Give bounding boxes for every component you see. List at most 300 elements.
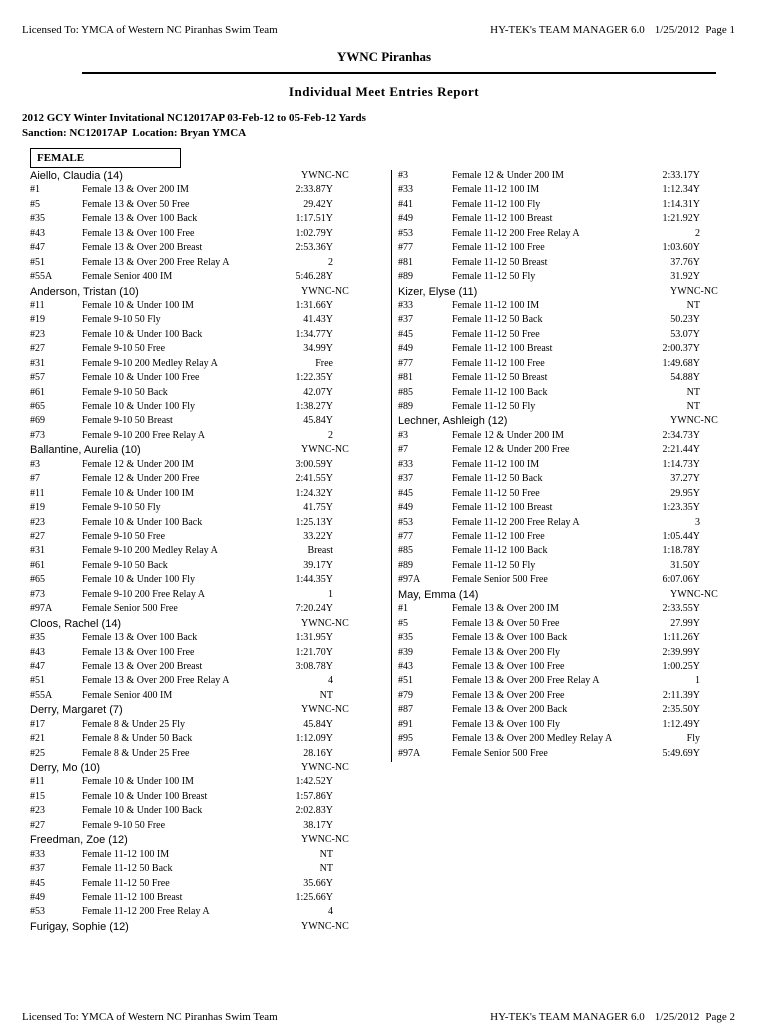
- event-number: #5: [30, 198, 40, 210]
- event-name: Female 9-10 200 Medley Relay A: [82, 545, 218, 557]
- entry-row: [398, 487, 722, 501]
- entry-row: [30, 674, 390, 688]
- event-number: #53: [398, 516, 413, 528]
- entry-row: [398, 631, 722, 645]
- event-name: Female 11-12 100 Breast: [452, 343, 553, 355]
- seed-time: 1:12.34Y: [662, 184, 700, 196]
- entry-row: [30, 631, 390, 645]
- seed-time: 6:07.06Y: [662, 574, 700, 586]
- swimmer-team: YWNC-NC: [670, 285, 718, 297]
- sanction-info: Sanction: NC12017AP Location: Bryan YMCA: [22, 127, 247, 139]
- event-number: #37: [398, 473, 413, 485]
- event-name: Female 13 & Over 200 Free Relay A: [82, 256, 230, 268]
- event-name: Female 9-10 50 Fly: [82, 502, 161, 514]
- event-name: Female 10 & Under 100 IM: [82, 776, 194, 788]
- entry-row: [30, 819, 390, 833]
- swimmer-team: YWNC-NC: [670, 415, 718, 427]
- swimmer-name: Aiello, Claudia (14): [30, 170, 123, 182]
- entry-row: [30, 357, 390, 371]
- seed-time: 2:02.83Y: [295, 805, 333, 817]
- seed-time: NT: [319, 863, 333, 875]
- event-number: #41: [398, 198, 413, 210]
- entry-row: [30, 270, 390, 284]
- entry-row: [30, 718, 390, 732]
- event-number: #1: [398, 603, 408, 615]
- entry-row: [398, 501, 722, 515]
- event-name: Female 13 & Over 200 Free Relay A: [82, 675, 230, 687]
- swimmer-row: [398, 285, 722, 299]
- event-name: Female 11-12 100 Free: [452, 357, 545, 369]
- swimmer-team: YWNC-NC: [301, 617, 349, 629]
- event-name: Female 13 & Over 200 Free: [452, 689, 565, 701]
- event-number: #69: [30, 415, 45, 427]
- seed-time: 2:33.55Y: [662, 603, 700, 615]
- event-name: Female 10 & Under 100 Fly: [82, 401, 196, 413]
- software-name: HY-TEK's TEAM MANAGER 6.0: [490, 1011, 645, 1023]
- seed-time: 54.88Y: [670, 372, 700, 384]
- entry-row: [30, 400, 390, 414]
- event-name: Female 12 & Under 200 IM: [452, 170, 564, 181]
- event-number: #89: [398, 401, 413, 413]
- entry-row: [398, 617, 722, 631]
- seed-time: 2:35.50Y: [662, 704, 700, 716]
- entry-row: [30, 862, 390, 876]
- report-date: 1/25/2012: [654, 1011, 700, 1023]
- license-text: Licensed To: YMCA of Western NC Piranhas Swim Team: [22, 1011, 278, 1023]
- seed-time: 2:33.17Y: [662, 170, 700, 181]
- event-name: Female 11-12 100 Fly: [452, 198, 541, 210]
- seed-time: 37.76Y: [670, 256, 700, 268]
- event-name: Female 11-12 100 IM: [452, 184, 540, 196]
- seed-time: 2:21.44Y: [662, 444, 700, 456]
- event-number: #65: [30, 401, 45, 413]
- event-number: #35: [30, 632, 45, 644]
- swimmer-row: [398, 588, 722, 602]
- entry-row: [398, 573, 722, 587]
- entry-row: [30, 689, 390, 703]
- event-number: #1: [30, 184, 40, 196]
- entry-row: [398, 270, 722, 284]
- swimmer-row: [30, 761, 390, 775]
- swimmer-name: Derry, Margaret (7): [30, 704, 123, 717]
- event-number: #81: [398, 256, 413, 268]
- seed-time: 2: [695, 227, 700, 239]
- event-number: #85: [398, 545, 413, 557]
- event-number: #31: [30, 545, 45, 557]
- event-name: Female 11-12 100 Back: [452, 545, 548, 557]
- seed-time: 28.16Y: [303, 747, 333, 759]
- entries-column-right: [398, 169, 722, 762]
- event-number: #73: [30, 429, 45, 441]
- event-number: #55A: [30, 689, 53, 701]
- seed-time: NT: [319, 848, 333, 860]
- event-number: #55A: [30, 271, 53, 283]
- event-number: #49: [398, 343, 413, 355]
- seed-time: 1:31.95Y: [295, 632, 333, 644]
- event-name: Female 13 & Over 100 Free: [452, 660, 565, 672]
- entry-row: [30, 877, 390, 891]
- event-name: Female 10 & Under 100 IM: [82, 299, 194, 311]
- swimmer-name: Derry, Mo (10): [30, 762, 101, 775]
- event-number: #37: [398, 314, 413, 326]
- event-name: Female 13 & Over 100 Fly: [452, 718, 561, 730]
- seed-time: 1:14.31Y: [662, 198, 700, 210]
- entry-row: [30, 328, 390, 342]
- seed-time: 1:00.25Y: [662, 660, 700, 672]
- entry-row: [398, 472, 722, 486]
- entry-row: [30, 342, 390, 356]
- seed-time: 42.07Y: [303, 386, 333, 398]
- entry-row: [30, 891, 390, 905]
- entry-row: [398, 357, 722, 371]
- event-name: Female 12 & Under 200 Free: [452, 444, 570, 456]
- entry-row: [30, 414, 390, 428]
- seed-time: 53.07Y: [670, 328, 700, 340]
- event-number: #33: [398, 458, 413, 470]
- event-number: #49: [398, 213, 413, 225]
- entry-row: [398, 241, 722, 255]
- entry-row: [398, 212, 722, 226]
- entry-row: [30, 299, 390, 313]
- event-name: Female 11-12 50 Free: [452, 328, 540, 340]
- event-name: Female 13 & Over 200 Breast: [82, 242, 203, 254]
- seed-time: 1:22.35Y: [295, 372, 333, 384]
- event-name: Female 9-10 50 Fly: [82, 314, 161, 326]
- entry-row: [30, 313, 390, 327]
- entry-row: [398, 516, 722, 530]
- event-name: Female 9-10 50 Back: [82, 559, 168, 571]
- event-name: Female 13 & Over 200 Back: [452, 704, 568, 716]
- entry-row: [398, 342, 722, 356]
- event-number: #97A: [398, 574, 421, 586]
- event-number: #39: [398, 646, 413, 658]
- event-name: Female 10 & Under 100 Breast: [82, 790, 208, 802]
- seed-time: 1:57.86Y: [295, 790, 333, 802]
- event-name: Female 12 & Under 200 IM: [452, 429, 564, 441]
- event-number: #53: [30, 906, 45, 918]
- seed-time: 1:12.09Y: [295, 733, 333, 745]
- entry-row: [398, 443, 722, 457]
- seed-time: 29.42Y: [303, 198, 333, 210]
- swimmer-team: YWNC-NC: [301, 170, 349, 181]
- event-name: Female 11-12 200 Free Relay A: [452, 227, 580, 239]
- seed-time: 45.84Y: [303, 415, 333, 427]
- event-number: #49: [398, 502, 413, 514]
- entry-row: [30, 371, 390, 385]
- event-number: #45: [30, 877, 45, 889]
- event-number: #35: [398, 632, 413, 644]
- event-number: #3: [398, 170, 408, 181]
- page-header: [22, 23, 735, 37]
- gender-section-box: [30, 148, 181, 168]
- seed-time: 34.99Y: [303, 343, 333, 355]
- seed-time: 1:38.27Y: [295, 401, 333, 413]
- seed-time: 3:00.59Y: [295, 458, 333, 470]
- entry-row: [398, 169, 722, 183]
- seed-time: 1:44.35Y: [295, 574, 333, 586]
- entry-row: [398, 429, 722, 443]
- entry-row: [30, 458, 390, 472]
- seed-time: 1:34.77Y: [295, 328, 333, 340]
- event-name: Female 13 & Over 200 IM: [452, 603, 559, 615]
- event-name: Female 11-12 50 Fly: [452, 401, 536, 413]
- swimmer-row: [30, 617, 390, 631]
- entry-row: [30, 256, 390, 270]
- entry-row: [30, 472, 390, 486]
- event-name: Female 11-12 100 Free: [452, 242, 545, 254]
- event-number: #33: [398, 299, 413, 311]
- seed-time: 1:14.73Y: [662, 458, 700, 470]
- event-number: #19: [30, 314, 45, 326]
- event-number: #27: [30, 819, 45, 831]
- event-number: #97A: [398, 747, 421, 759]
- entry-row: [30, 747, 390, 761]
- software-name: HY-TEK's TEAM MANAGER 6.0: [490, 24, 645, 36]
- event-name: Female 9-10 50 Free: [82, 819, 166, 831]
- seed-time: 45.84Y: [303, 718, 333, 730]
- entry-row: [30, 559, 390, 573]
- event-name: Female 13 & Over 200 Fly: [452, 646, 561, 658]
- event-number: #81: [398, 372, 413, 384]
- entry-row: [398, 371, 722, 385]
- event-number: #43: [30, 227, 45, 239]
- event-number: #79: [398, 689, 413, 701]
- software-info: [490, 23, 735, 37]
- event-name: Female 13 & Over 100 Back: [452, 632, 568, 644]
- entry-row: [30, 804, 390, 818]
- event-number: #15: [30, 790, 45, 802]
- entry-row: [398, 530, 722, 544]
- event-name: Female 13 & Over 200 IM: [82, 184, 189, 196]
- swimmer-name: Furigay, Sophie (12): [30, 920, 129, 933]
- event-number: #53: [398, 227, 413, 239]
- swimmer-team: YWNC-NC: [301, 704, 349, 716]
- seed-time: 2:34.73Y: [662, 429, 700, 441]
- event-name: Female 11-12 100 Breast: [82, 892, 183, 903]
- event-name: Female 10 & Under 100 Free: [82, 372, 200, 384]
- event-name: Female 11-12 200 Free Relay A: [452, 516, 580, 528]
- seed-time: 1:23.35Y: [662, 502, 700, 514]
- swimmer-name: Kizer, Elyse (11): [398, 285, 478, 298]
- event-name: Female 11-12 100 IM: [452, 458, 540, 470]
- event-name: Female 11-12 50 Back: [82, 863, 173, 875]
- title-divider: [82, 72, 716, 74]
- seed-time: 1:31.66Y: [295, 299, 333, 311]
- event-number: #27: [30, 531, 45, 542]
- seed-time: 1:42.52Y: [295, 776, 333, 788]
- seed-time: 50.23Y: [670, 314, 700, 326]
- event-name: Female 9-10 50 Free: [82, 343, 166, 355]
- entry-row: [30, 660, 390, 674]
- seed-time: 29.95Y: [670, 487, 700, 499]
- seed-time: 37.27Y: [670, 473, 700, 485]
- entry-row: [30, 227, 390, 241]
- event-number: #51: [30, 256, 45, 268]
- entry-row: [398, 718, 722, 732]
- seed-time: 1:17.51Y: [295, 213, 333, 225]
- event-name: Female 13 & Over 100 Free: [82, 227, 195, 239]
- seed-time: 1:11.26Y: [662, 632, 700, 644]
- event-name: Female 10 & Under 100 IM: [82, 487, 194, 499]
- software-info: [490, 1010, 735, 1024]
- seed-time: Fly: [686, 733, 700, 745]
- swimmer-team: YWNC-NC: [301, 762, 349, 774]
- entry-row: [398, 646, 722, 660]
- event-number: #3: [398, 429, 408, 441]
- event-name: Female 12 & Under 200 IM: [82, 458, 194, 470]
- entry-row: [398, 674, 722, 688]
- event-name: Female 11-12 100 Free: [452, 531, 545, 542]
- entry-row: [30, 848, 390, 862]
- seed-time: 2: [328, 256, 333, 268]
- event-number: #57: [30, 372, 45, 384]
- entry-row: [398, 227, 722, 241]
- seed-time: 1:25.13Y: [295, 516, 333, 528]
- event-name: Female 11-12 50 Back: [452, 473, 543, 485]
- seed-time: 1:21.92Y: [662, 213, 700, 225]
- swimmer-row: [30, 285, 390, 299]
- meet-info: 2012 GCY Winter Invitational NC12017AP 03-Feb-12 to 05-Feb-12 Yards: [22, 112, 366, 124]
- swimmer-row: [30, 833, 390, 847]
- entry-row: [30, 198, 390, 212]
- seed-time: 41.75Y: [303, 502, 333, 514]
- report-date: 1/25/2012: [654, 24, 700, 36]
- seed-time: 5:46.28Y: [295, 271, 333, 283]
- event-name: Female Senior 500 Free: [82, 603, 178, 615]
- entry-row: [398, 559, 722, 573]
- event-number: #11: [30, 299, 45, 311]
- event-name: Female 8 & Under 25 Fly: [82, 718, 186, 730]
- swimmer-row: [30, 920, 390, 934]
- entry-row: [30, 183, 390, 197]
- event-number: #7: [30, 473, 40, 485]
- seed-time: 2: [328, 429, 333, 441]
- event-number: #47: [30, 660, 45, 672]
- swimmer-row: [30, 169, 390, 183]
- seed-time: 1: [695, 675, 700, 687]
- seed-time: 2:39.99Y: [662, 646, 700, 658]
- event-name: Female 11-12 50 Fly: [452, 271, 536, 283]
- seed-time: 3: [695, 516, 700, 528]
- event-name: Female Senior 500 Free: [452, 574, 548, 586]
- event-number: #73: [30, 588, 45, 600]
- event-number: #51: [30, 675, 45, 687]
- event-name: Female 9-10 200 Free Relay A: [82, 429, 206, 441]
- entry-row: [398, 328, 722, 342]
- event-name: Female 11-12 50 Fly: [452, 559, 536, 571]
- swimmer-row: [30, 703, 390, 717]
- seed-time: 1:18.78Y: [662, 545, 700, 557]
- event-name: Female 12 & Under 200 Free: [82, 473, 200, 485]
- entry-row: [30, 573, 390, 587]
- event-number: #31: [30, 357, 45, 369]
- entry-row: [398, 458, 722, 472]
- swimmer-name: Lechner, Ashleigh (12): [398, 415, 508, 428]
- event-name: Female Senior 500 Free: [452, 747, 548, 759]
- seed-time: NT: [686, 386, 700, 398]
- seed-time: 38.17Y: [303, 819, 333, 831]
- event-number: #23: [30, 805, 45, 817]
- seed-time: 31.50Y: [670, 559, 700, 571]
- event-number: #23: [30, 328, 45, 340]
- event-number: #7: [398, 444, 408, 456]
- seed-time: 4: [328, 906, 333, 918]
- entry-row: [30, 905, 390, 919]
- team-title: YWNC Piranhas: [336, 49, 432, 64]
- entry-row: [30, 602, 390, 616]
- entry-row: [398, 256, 722, 270]
- entry-row: [30, 530, 390, 544]
- event-number: #19: [30, 502, 45, 514]
- event-name: Female 10 & Under 100 Back: [82, 516, 203, 528]
- event-name: Female 11-12 50 Breast: [452, 372, 548, 384]
- event-number: #43: [30, 646, 45, 658]
- event-name: Female 11-12 50 Back: [452, 314, 543, 326]
- event-number: #85: [398, 386, 413, 398]
- entry-row: [30, 646, 390, 660]
- seed-time: 2:11.39Y: [662, 689, 700, 701]
- event-name: Female 9-10 50 Free: [82, 531, 166, 542]
- event-name: Female 8 & Under 50 Back: [82, 733, 193, 745]
- event-name: Female 11-12 100 Breast: [452, 213, 553, 225]
- entry-row: [30, 732, 390, 746]
- entry-row: [30, 516, 390, 530]
- event-number: #49: [30, 892, 45, 903]
- entry-row: [30, 487, 390, 501]
- event-name: Female 13 & Over 50 Free: [452, 617, 560, 629]
- event-number: #43: [398, 660, 413, 672]
- seed-time: 2:53.36Y: [295, 242, 333, 254]
- entry-row: [398, 198, 722, 212]
- seed-time: 1:24.32Y: [295, 487, 333, 499]
- event-name: Female 13 & Over 100 Back: [82, 213, 198, 225]
- seed-time: 41.43Y: [303, 314, 333, 326]
- column-divider: [391, 170, 392, 762]
- seed-time: NT: [686, 401, 700, 413]
- seed-time: Free: [315, 357, 333, 369]
- event-number: #27: [30, 343, 45, 355]
- seed-time: NT: [686, 299, 700, 311]
- seed-time: 33.22Y: [303, 531, 333, 542]
- event-name: Female 11-12 50 Breast: [452, 256, 548, 268]
- event-name: Female 8 & Under 25 Free: [82, 747, 190, 759]
- seed-time: NT: [319, 689, 333, 701]
- seed-time: 1:02.79Y: [295, 227, 333, 239]
- event-name: Female 11-12 100 IM: [82, 848, 170, 860]
- entry-row: [30, 775, 390, 789]
- event-name: Female 13 & Over 200 Breast: [82, 660, 203, 672]
- entry-row: [30, 588, 390, 602]
- event-name: Female 11-12 100 Back: [452, 386, 548, 398]
- swimmer-name: Anderson, Tristan (10): [30, 285, 139, 298]
- entry-row: [30, 241, 390, 255]
- event-number: #51: [398, 675, 413, 687]
- event-number: #17: [30, 718, 45, 730]
- swimmer-name: Freedman, Zoe (12): [30, 834, 128, 847]
- swimmer-name: Ballantine, Aurelia (10): [30, 444, 141, 457]
- event-name: Female 13 & Over 100 Free: [82, 646, 195, 658]
- report-title: Individual Meet Entries Report: [288, 84, 480, 99]
- seed-time: 1: [328, 588, 333, 600]
- entry-row: [30, 790, 390, 804]
- event-number: #23: [30, 516, 45, 528]
- entry-row: [398, 386, 722, 400]
- seed-time: 1:05.44Y: [662, 531, 700, 542]
- event-name: Female 11-12 100 Breast: [452, 502, 553, 514]
- entry-row: [398, 703, 722, 717]
- entry-row: [398, 747, 722, 761]
- event-name: Female 13 & Over 100 Back: [82, 632, 198, 644]
